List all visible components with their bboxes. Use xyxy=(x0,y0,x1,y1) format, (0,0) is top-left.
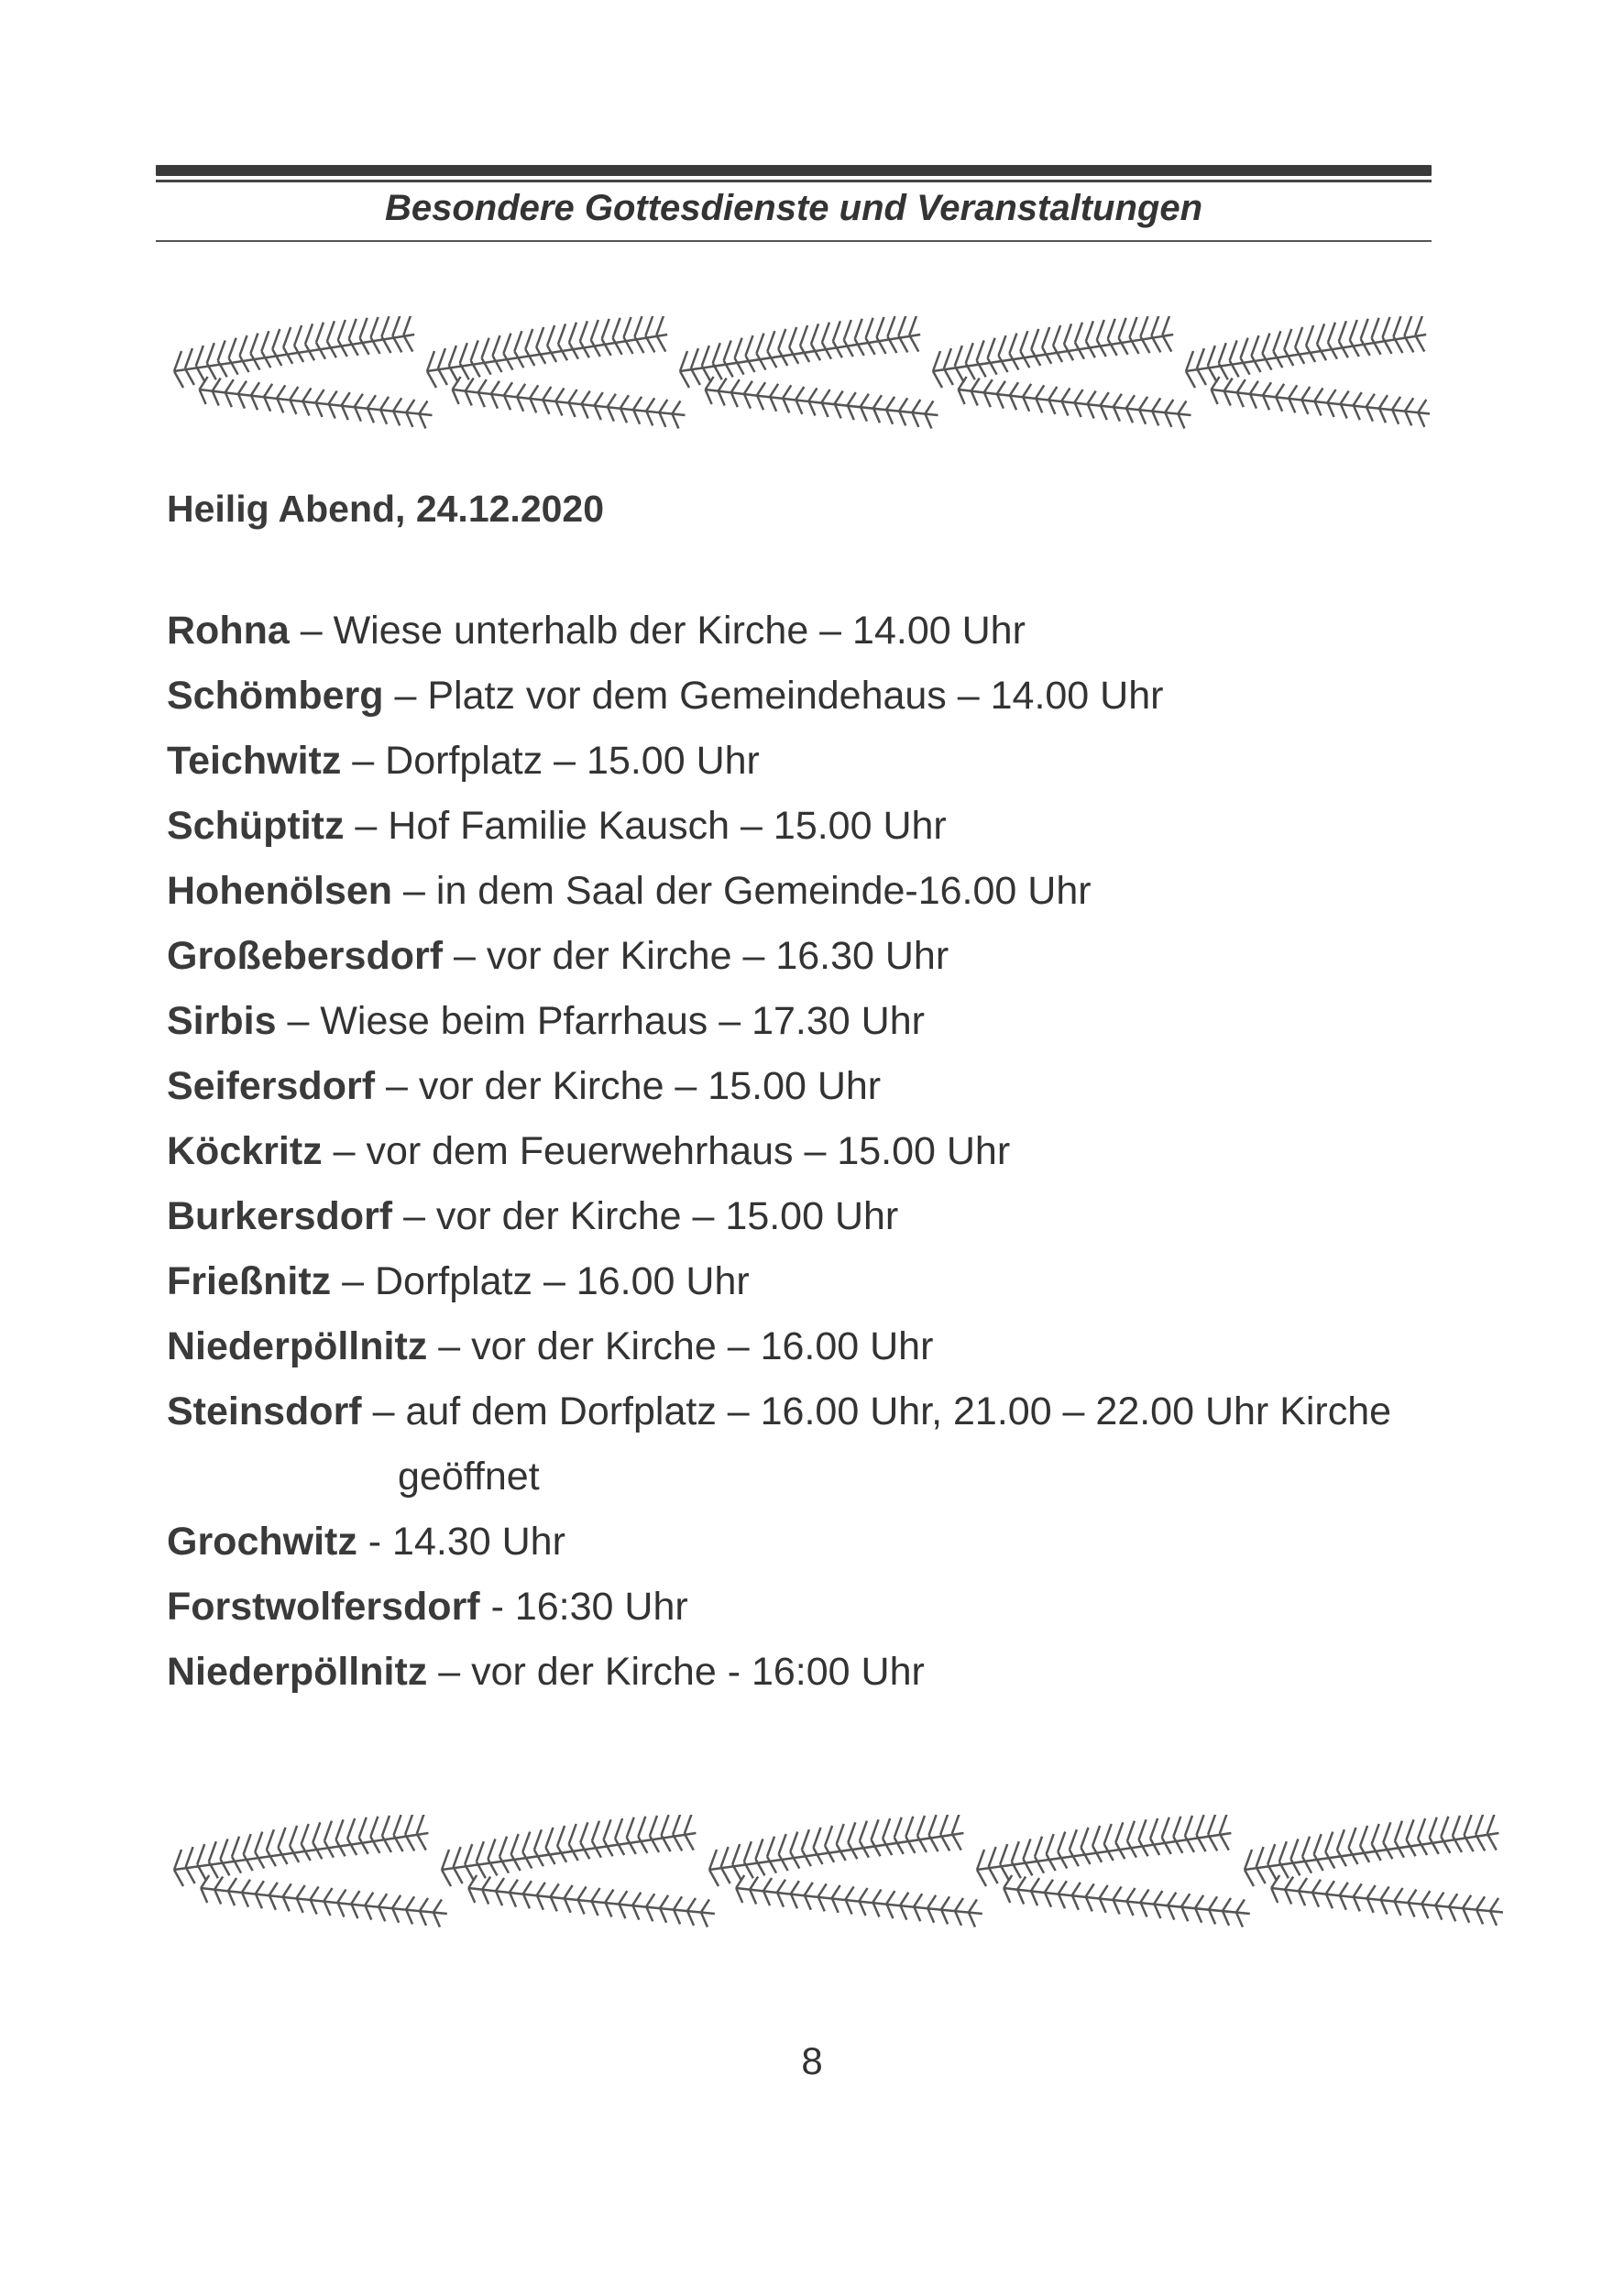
fir-garland-icon xyxy=(165,1815,1503,1943)
header-rule-thick xyxy=(156,165,1432,176)
list-item xyxy=(167,1119,1496,1184)
place-name: Steinsdorf xyxy=(167,1389,362,1433)
service-detail: – Wiese beim Pfarrhaus – 17.30 Uhr xyxy=(276,999,925,1043)
place-name: Schüptitz xyxy=(167,804,345,848)
service-detail: – Dorfplatz – 15.00 Uhr xyxy=(341,739,760,783)
place-name: Schömberg xyxy=(167,674,384,718)
service-detail: – vor der Kirche – 16.00 Uhr xyxy=(427,1324,934,1368)
list-item xyxy=(167,989,1496,1054)
service-detail-continuation: geöffnet xyxy=(398,1455,540,1499)
place-name: Köckritz xyxy=(167,1129,323,1173)
service-detail: - 16:30 Uhr xyxy=(479,1585,688,1629)
place-name: Seifersdorf xyxy=(167,1064,376,1108)
place-name: Burkersdorf xyxy=(167,1194,393,1238)
service-detail: – vor der Kirche – 15.00 Uhr xyxy=(392,1194,899,1238)
list-item xyxy=(167,1054,1496,1119)
service-detail: – Wiese unterhalb der Kirche – 14.00 Uhr xyxy=(289,609,1026,653)
service-detail: – Hof Familie Kausch – 15.00 Uhr xyxy=(344,804,947,848)
header-rule-thin xyxy=(156,180,1432,182)
service-list xyxy=(167,598,1496,1705)
list-item xyxy=(167,1314,1496,1379)
place-name: Sirbis xyxy=(167,999,277,1043)
list-item xyxy=(167,924,1496,989)
service-detail: – vor der Kirche - 16:00 Uhr xyxy=(427,1650,925,1694)
place-name: Teichwitz xyxy=(167,739,342,783)
section-title: Besondere Gottesdienste und Veranstaltungen xyxy=(384,188,1202,228)
place-name: Niederpöllnitz xyxy=(167,1324,428,1368)
place-name: Forstwolfersdorf xyxy=(167,1585,480,1629)
list-item xyxy=(167,1249,1496,1314)
place-name: Frießnitz xyxy=(167,1259,332,1303)
list-item xyxy=(167,1575,1496,1640)
page-number: 8 xyxy=(801,2039,823,2082)
list-item xyxy=(167,664,1496,729)
service-detail: – in dem Saal der Gemeinde-16.00 Uhr xyxy=(392,869,1092,913)
service-detail: – auf dem Dorfplatz – 16.00 Uhr, 21.00 – 22.00 Uhr Kirche xyxy=(361,1389,1392,1433)
list-item xyxy=(167,794,1496,859)
service-detail: – vor der Kirche – 15.00 Uhr xyxy=(375,1064,882,1108)
list-item xyxy=(167,1510,1496,1575)
list-item xyxy=(167,1379,1496,1444)
place-name: Niederpöllnitz xyxy=(167,1650,428,1694)
place-name: Großebersdorf xyxy=(167,934,444,978)
place-name: Hohenölsen xyxy=(167,869,393,913)
service-detail: - 14.30 Uhr xyxy=(357,1520,565,1564)
place-name: Rohna xyxy=(167,609,290,653)
list-item xyxy=(167,1184,1496,1249)
header-rule-bottom xyxy=(156,240,1432,242)
list-item xyxy=(167,859,1496,924)
place-name: Grochwitz xyxy=(167,1520,357,1564)
list-item xyxy=(167,729,1496,794)
fir-garland-icon xyxy=(165,316,1430,445)
list-item xyxy=(167,598,1496,664)
service-detail: – vor der Kirche – 16.30 Uhr xyxy=(443,934,949,978)
list-item xyxy=(167,1640,1496,1705)
date-heading: Heilig Abend, 24.12.2020 xyxy=(167,488,605,530)
service-detail: – Platz vor dem Gemeindehaus – 14.00 Uhr xyxy=(383,674,1164,718)
service-detail: – vor dem Feuerwehrhaus – 15.00 Uhr xyxy=(322,1129,1011,1173)
service-detail: – Dorfplatz – 16.00 Uhr xyxy=(331,1259,750,1303)
